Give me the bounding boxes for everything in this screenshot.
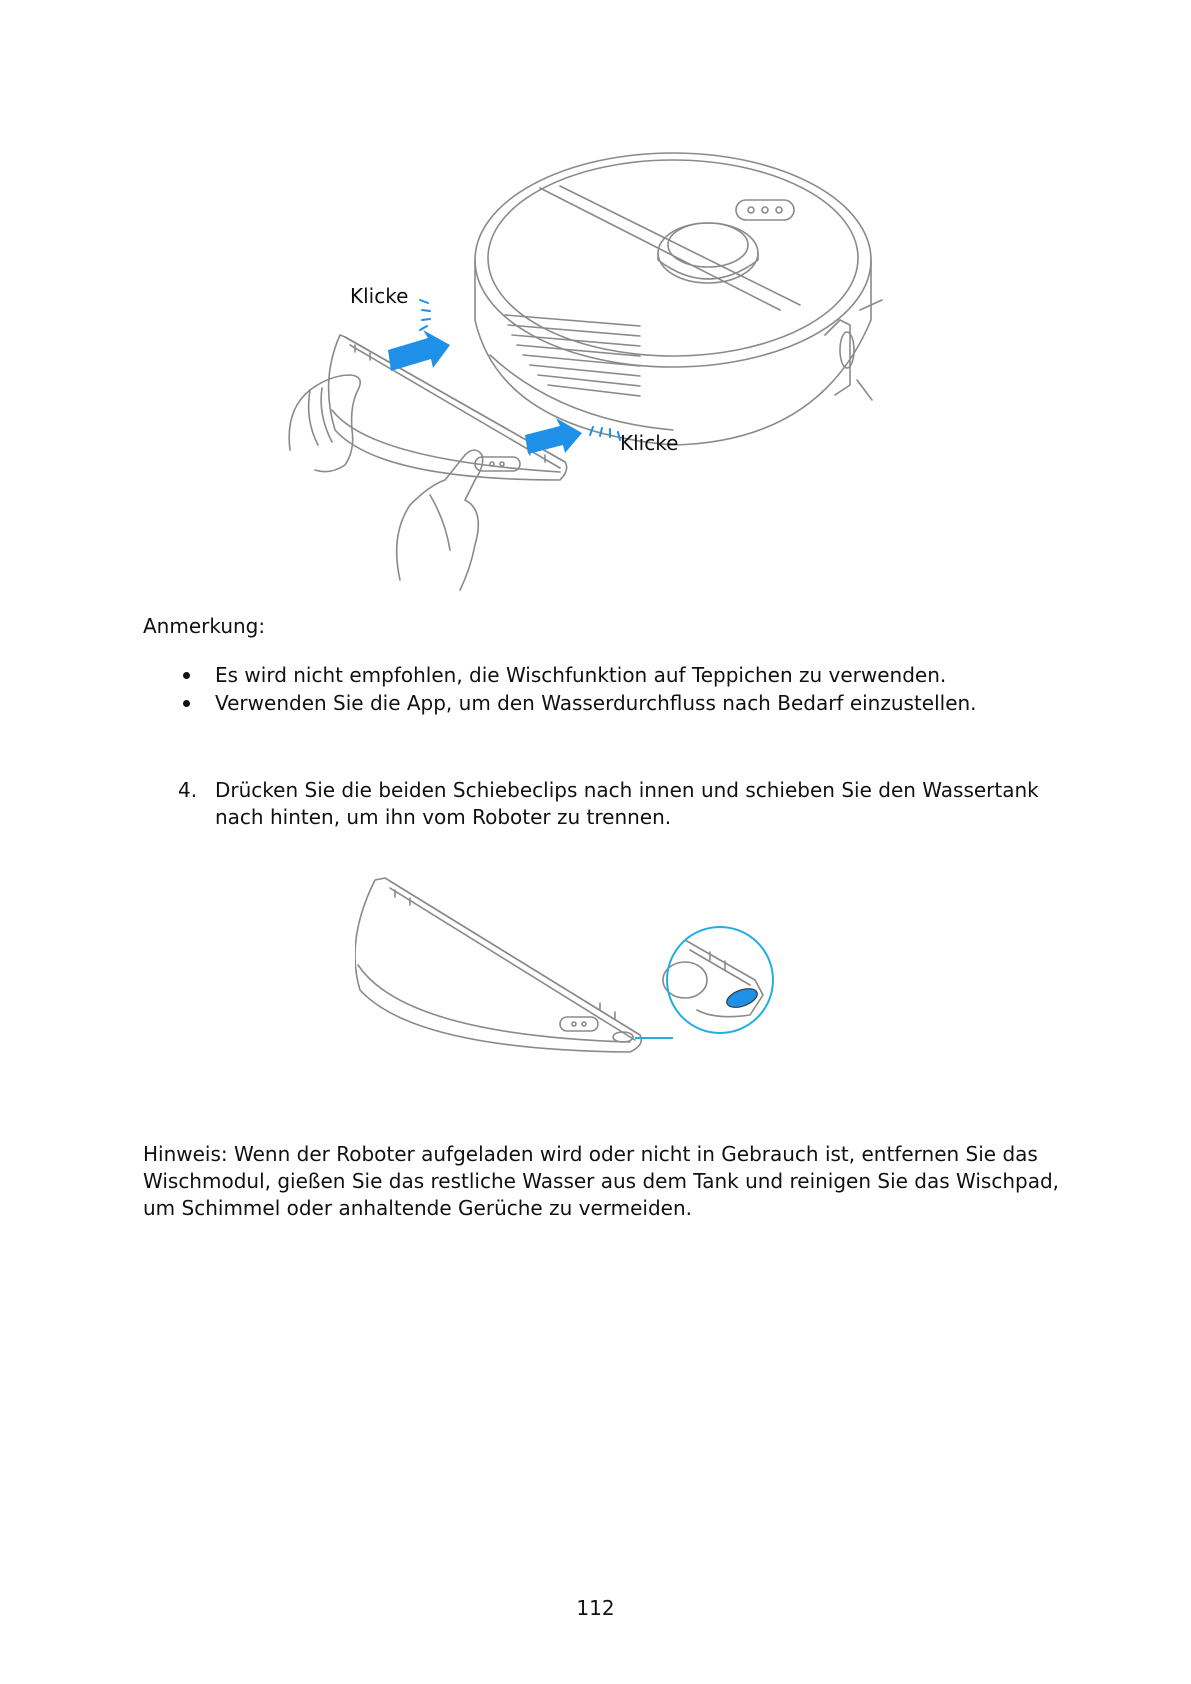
robot-water-tank-illustration <box>260 150 900 595</box>
note-label: Anmerkung: <box>143 614 266 638</box>
water-tank-drawing <box>355 878 641 1052</box>
list-item: Es wird nicht empfohlen, die Wischfunktion auf Teppichen zu verwenden. <box>143 661 1103 689</box>
list-item: Verwenden Sie die App, um den Wasserdurchfluss nach Bedarf einzustellen. <box>143 689 1103 717</box>
push-arrow-top <box>388 330 450 371</box>
hands-drawing <box>289 375 483 590</box>
clip-detail-drawing <box>663 940 763 1017</box>
page-number: 112 <box>576 1596 615 1620</box>
hint-paragraph: Hinweis: Wenn der Roboter aufgeladen wird oder nicht in Gebrauch ist, entfernen Sie das Wischmodul, gießen Sie das restliche Wasser aus dem Tank und reinigen Sie das Wischpad, um Schimmel oder anhaltende Gerüche zu vermeiden. <box>143 1142 1060 1220</box>
robot-vacuum-drawing <box>475 153 882 445</box>
step-number: 4. <box>178 778 198 802</box>
note-list <box>143 661 1103 717</box>
step-4 <box>178 777 1078 831</box>
callout-bottom: Klicke <box>620 431 679 455</box>
step-text: Drücken Sie die beiden Schiebeclips nach innen und schieben Sie den Wassertank nach hinten, um ihn vom Roboter zu trennen. <box>215 778 1039 829</box>
click-marks <box>420 300 620 440</box>
callout-top: Klicke <box>350 284 409 308</box>
water-tank-drawing <box>329 335 567 480</box>
water-tank-clip-illustration <box>355 870 825 1115</box>
